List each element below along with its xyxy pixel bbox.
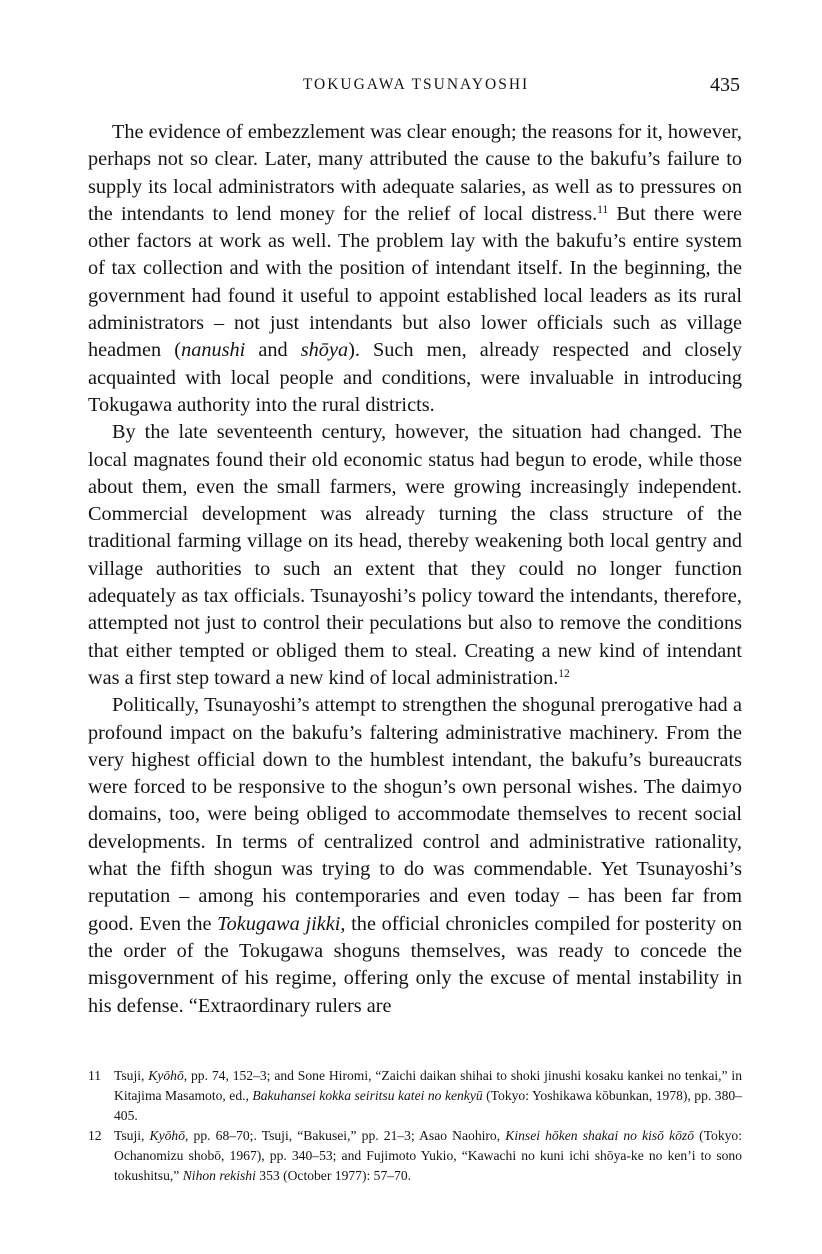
italic-text: Tokugawa jikki (217, 912, 341, 935)
italic-text: Kyōhō (148, 1068, 184, 1083)
text-run: By the late seventeenth century, however, the situation had changed. The local magnates found their old economic status had begun to erode, while those about them, even the small farmers, were growing increasingly independent. Commercial development was already turning the class structure of the traditional farming village on its head, thereby weakening both local gentry and village authorities to such an extent that they could no longer function adequately as tax officials. Tsunayoshi’s policy toward the intendants, therefore, attempted not just to control their peculations but also to remove the conditions that either tempted or obliged them to steal. Creating a new kind of intendant was a first step toward a new kind of local administration. (88, 421, 742, 689)
text-run: Politically, Tsunayoshi’s attempt to strengthen the shogunal prerogative had a profound impact on the bakufu’s faltering administrative machinery. From the very highest official down to the humblest intendant, the bakufu’s bureaucrats were forced to be responsive to the shogun’s own personal wishes. The daimyo domains, too, were being obliged to accommodate themselves to recent social developments. In terms of centralized control and administrative rationality, what the fifth shogun was trying to do was commendable. Yet Tsunayoshi’s reputation – among his contemporaries and even today – has been far from good. Even the (88, 694, 742, 935)
paragraph (88, 419, 742, 692)
footnote-marker: 12 (558, 667, 570, 680)
footnote (88, 1126, 742, 1186)
text-run: , pp. 68–70;. Tsuji, “Bakusei,” pp. 21–3; Asao Naohiro, (185, 1128, 506, 1143)
italic-text: shōya (300, 339, 349, 362)
text-run: (Tokyo: Yoshikawa kōbunkan, 1978), pp. 380–405. (114, 1088, 742, 1123)
text-run: (Tokyo: Ochanomizu shobō, 1967), pp. 340–53; and Fujimoto Yukio, “Kawachi no kuni ichi shōya-ke no ken’i to sono tokushitsu,” (114, 1128, 743, 1183)
body-text (88, 119, 742, 1020)
paragraph (88, 692, 742, 1020)
text-run: ). Such men, already respected and closely acquainted with local people and conditions, were invaluable in introducing Tokugawa authority into the rural districts. (88, 339, 742, 416)
text-run: Tsuji, (114, 1068, 149, 1083)
text-run: , the official chronicles compiled for posterity on the order of the Tokugawa shoguns themselves, was ready to concede the misgovernment of his regime, offering only the excuse of mental instability in his defense. “Extraordinary rulers are (88, 912, 742, 1017)
text-run: But there were other factors at work as well. The problem lay with the bakufu’s entire system of tax collection and with the position of intendant itself. In the beginning, the government had found it useful to appoint established local leaders as its rural administrators – not just intendants but also lower officials such as village headmen ( (88, 202, 742, 362)
footnote-marker: 11 (597, 203, 609, 216)
italic-text: Bakuhansei kokka seiritsu katei no kenkyū (252, 1088, 483, 1103)
italic-text: Nihon rekishi (182, 1168, 256, 1183)
italic-text: nanushi (181, 339, 246, 362)
text-run: The evidence of embezzlement was clear enough; the reasons for it, however, perhaps not so clear. Later, many attributed the cause to the bakufu’s failure to supply its local administrators with adequate salaries, as well as to pressures on the intendants to lend money for the relief of local distress. (88, 121, 742, 225)
italic-text: Kinsei hōken shakai no kisō kōzō (505, 1128, 695, 1143)
running-title: TOKUGAWA TSUNAYOSHI (302, 76, 530, 93)
running-head (90, 72, 742, 102)
footnote-number: 12 (88, 1128, 102, 1143)
text-run: 353 (October 1977): 57–70. (255, 1168, 412, 1183)
paragraph (88, 119, 742, 419)
footnotes (88, 1066, 742, 1186)
page-number: 435 (710, 74, 740, 96)
footnote-text (114, 1126, 742, 1186)
text-run: Tsuji, (114, 1128, 150, 1143)
italic-text: Kyōhō (149, 1128, 186, 1143)
footnote-number: 11 (88, 1068, 102, 1083)
footnote-text (114, 1066, 742, 1126)
text-run: , pp. 74, 152–3; and Sone Hiromi, “Zaichi daikan shihai to shoki jinushi kosaku kankei no tenkai,” in Kitajima Masamoto, ed., (114, 1068, 742, 1103)
text-run: and (245, 339, 301, 362)
footnote (88, 1066, 742, 1126)
